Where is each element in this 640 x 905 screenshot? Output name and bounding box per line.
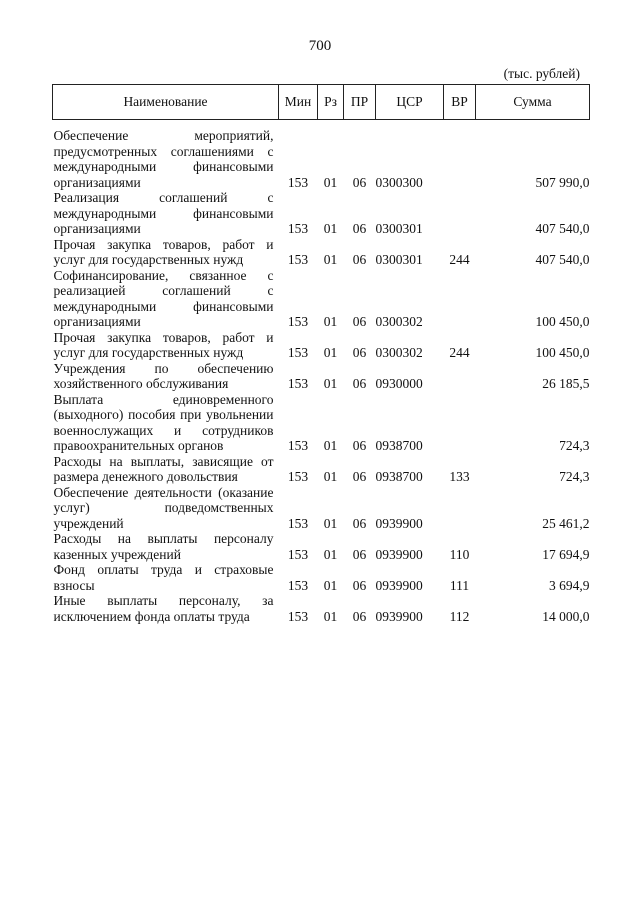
row-min: 153 xyxy=(287,174,309,190)
table-row xyxy=(53,190,590,237)
row-vr: 133 xyxy=(449,469,470,484)
row-csr: 0939900 xyxy=(375,608,423,624)
row-csr: 0939900 xyxy=(375,577,423,593)
row-rz: 01 xyxy=(323,577,338,593)
row-csr: 0930000 xyxy=(375,376,423,391)
row-csr: 0300302 xyxy=(375,345,423,360)
row-vr xyxy=(444,485,476,532)
row-csr: 0939900 xyxy=(375,515,423,531)
table-row xyxy=(53,392,590,454)
header-csr: ЦСР xyxy=(376,85,444,120)
row-name: Реализация соглашений с международными финансовыми организациями xyxy=(53,190,274,236)
row-min: 153 xyxy=(287,608,309,624)
row-pr: 06 xyxy=(352,469,367,484)
row-pr: 06 xyxy=(352,515,367,531)
header-rz: Рз xyxy=(318,85,344,120)
row-csr: 0300302 xyxy=(375,314,423,329)
table-header-row xyxy=(53,85,590,120)
row-vr: 111 xyxy=(449,577,470,593)
row-name: Учреждения по обеспечению хозяйственного обслуживания xyxy=(53,360,274,391)
table-row xyxy=(53,593,590,624)
row-name: Прочая закупка товаров, работ и услуг для государственных нужд xyxy=(53,329,274,360)
row-rz: 01 xyxy=(323,608,338,624)
row-min: 153 xyxy=(287,221,309,236)
row-name: Расходы на выплаты персоналу казенных учреждений xyxy=(53,531,274,562)
row-vr xyxy=(444,361,476,392)
row-pr: 06 xyxy=(352,314,367,329)
row-rz: 01 xyxy=(323,376,338,391)
row-sum: 724,3 xyxy=(559,438,590,453)
page-number: 700 xyxy=(308,38,332,54)
row-csr: 0938700 xyxy=(375,469,423,484)
row-pr: 06 xyxy=(352,577,367,593)
table-row xyxy=(53,120,590,191)
table-row xyxy=(53,268,590,330)
budget-table xyxy=(52,84,590,624)
row-csr: 0938700 xyxy=(375,438,423,453)
row-pr: 06 xyxy=(352,345,367,360)
row-name: Фонд оплаты труда и страховые взносы xyxy=(53,562,274,593)
row-name: Обеспечение деятельности (оказание услуг) подведомственных учреждений xyxy=(53,484,274,531)
row-name: Расходы на выплаты, зависящие от размера денежного довольствия xyxy=(53,453,274,484)
row-vr: 112 xyxy=(449,608,470,624)
row-csr: 0300301 xyxy=(375,221,423,236)
row-csr: 0939900 xyxy=(375,546,423,562)
row-pr: 06 xyxy=(352,546,367,562)
row-pr: 06 xyxy=(352,221,367,236)
row-sum: 25 461,2 xyxy=(542,515,590,531)
row-min: 153 xyxy=(287,252,309,267)
row-min: 153 xyxy=(287,546,309,562)
row-rz: 01 xyxy=(323,221,338,236)
row-vr: 244 xyxy=(449,345,470,360)
row-rz: 01 xyxy=(323,174,338,190)
row-rz: 01 xyxy=(323,515,338,531)
row-vr xyxy=(444,120,476,191)
table-row xyxy=(53,562,590,593)
header-name: Наименование xyxy=(53,85,279,120)
row-vr xyxy=(444,268,476,330)
row-sum: 407 540,0 xyxy=(535,221,590,236)
row-min: 153 xyxy=(287,515,309,531)
row-sum: 724,3 xyxy=(559,469,590,484)
table-row xyxy=(53,237,590,268)
row-pr: 06 xyxy=(352,376,367,391)
table-row xyxy=(53,330,590,361)
row-rz: 01 xyxy=(323,469,338,484)
row-name: Обеспечение мероприятий, предусмотренных соглашениями с международными финансовыми организациями xyxy=(53,128,274,190)
row-min: 153 xyxy=(287,345,309,360)
row-sum: 100 450,0 xyxy=(535,314,590,329)
row-pr: 06 xyxy=(352,252,367,267)
row-rz: 01 xyxy=(323,438,338,453)
row-sum: 3 694,9 xyxy=(549,577,590,593)
row-name: Иные выплаты персоналу, за исключением фонда оплаты труда xyxy=(53,593,274,624)
row-sum: 507 990,0 xyxy=(535,174,590,190)
row-sum: 26 185,5 xyxy=(542,376,590,391)
row-min: 153 xyxy=(287,577,309,593)
row-pr: 06 xyxy=(352,608,367,624)
row-rz: 01 xyxy=(323,345,338,360)
row-pr: 06 xyxy=(352,174,367,190)
row-rz: 01 xyxy=(323,546,338,562)
row-sum: 14 000,0 xyxy=(542,608,590,624)
table-row xyxy=(53,454,590,485)
row-rz: 01 xyxy=(323,252,338,267)
row-min: 153 xyxy=(287,469,309,484)
row-min: 153 xyxy=(287,314,309,329)
header-pr: ПР xyxy=(344,85,376,120)
row-sum: 100 450,0 xyxy=(535,345,590,360)
header-vr: ВР xyxy=(444,85,476,120)
row-csr: 0300301 xyxy=(375,252,423,267)
row-name: Софинансирование, связанное с реализацией соглашений с международными финансовыми организациями xyxy=(53,267,274,329)
row-min: 153 xyxy=(287,376,309,391)
row-vr: 244 xyxy=(449,252,470,267)
row-min: 153 xyxy=(287,438,309,453)
units-label: (тыс. рублей) xyxy=(503,66,580,81)
row-rz: 01 xyxy=(323,314,338,329)
row-csr: 0300300 xyxy=(375,174,423,190)
header-sum: Сумма xyxy=(476,85,590,120)
row-vr: 110 xyxy=(449,546,470,562)
row-name: Прочая закупка товаров, работ и услуг для государственных нужд xyxy=(53,236,274,267)
row-pr: 06 xyxy=(352,438,367,453)
row-sum: 17 694,9 xyxy=(542,546,590,562)
row-name: Выплата единовременного (выходного) пособия при увольнении военнослужащих и сотрудников правоохранительных органов xyxy=(53,391,274,453)
row-vr xyxy=(444,392,476,454)
row-vr xyxy=(444,190,476,237)
row-sum: 407 540,0 xyxy=(535,252,590,267)
table-row xyxy=(53,361,590,392)
table-row xyxy=(53,485,590,532)
header-min: Мин xyxy=(279,85,318,120)
table-row xyxy=(53,531,590,562)
